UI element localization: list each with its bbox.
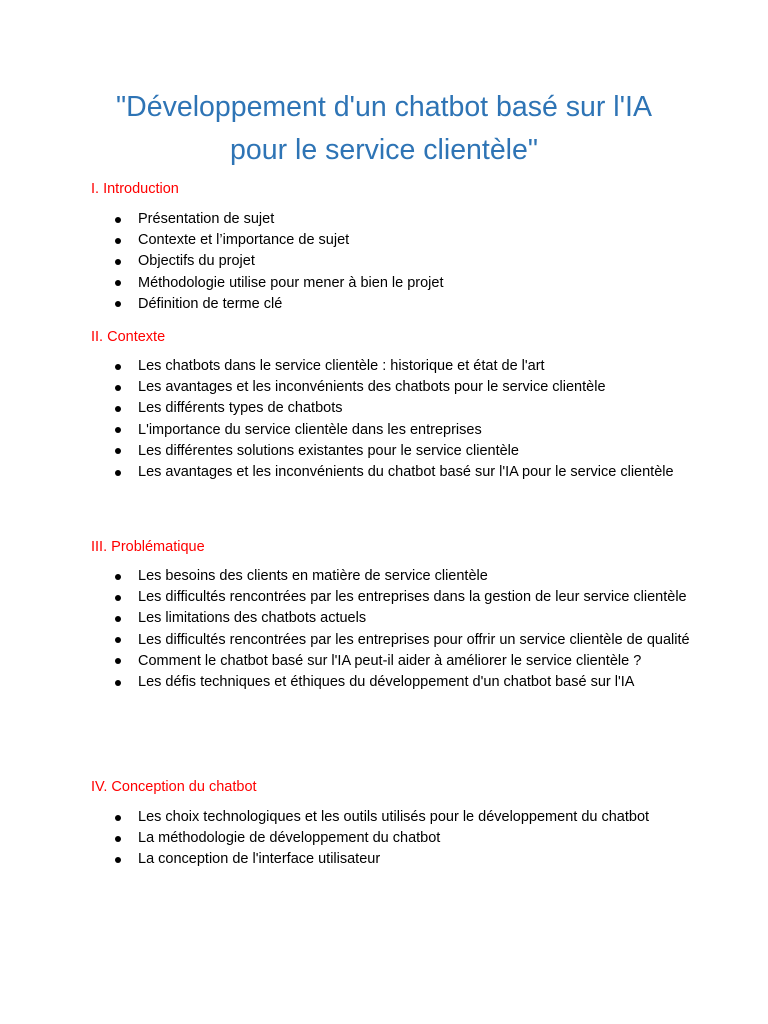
conception-list	[0, 807, 768, 871]
bullet-icon	[115, 595, 121, 601]
bullet-icon	[115, 238, 121, 244]
list-item: Les limitations des chatbots actuels	[0, 608, 768, 629]
bullet-icon	[115, 616, 121, 622]
list-item: Les chatbots dans le service clientèle : historique et état de l'art	[0, 356, 768, 377]
section-heading-contexte: II. Contexte	[91, 329, 166, 345]
list-item: Définition de terme clé	[0, 294, 768, 315]
list-item: La méthodologie de développement du chatbot	[0, 828, 768, 849]
bullet-icon	[115, 280, 121, 286]
bullet-icon	[115, 427, 121, 433]
title-line-2: pour le service clientèle"	[230, 134, 538, 166]
document-title	[40, 86, 728, 172]
list-item: La conception de l'interface utilisateur	[0, 849, 768, 870]
list-item: Les différentes solutions existantes pour le service clientèle	[0, 441, 768, 462]
title-line-1: "Développement d'un chatbot basé sur l'IA	[116, 91, 652, 123]
bullet-icon	[115, 364, 121, 370]
bullet-icon	[115, 385, 121, 391]
list-item: Les avantages et les inconvénients des chatbots pour le service clientèle	[0, 377, 768, 398]
bullet-icon	[115, 815, 121, 821]
introduction-list	[0, 209, 768, 315]
list-item: Méthodologie utilise pour mener à bien le projet	[0, 273, 768, 294]
bullet-icon	[115, 470, 121, 476]
bullet-icon	[115, 637, 121, 643]
bullet-icon	[115, 680, 121, 686]
list-item: Présentation de sujet	[0, 209, 768, 230]
list-item: Les besoins des clients en matière de service clientèle	[0, 566, 768, 587]
bullet-icon	[115, 574, 121, 580]
list-item: Les difficultés rencontrées par les entreprises pour offrir un service clientèle de qualité	[0, 630, 768, 651]
bullet-icon	[115, 836, 121, 842]
list-item: Contexte et l’importance de sujet	[0, 230, 768, 251]
bullet-icon	[115, 448, 121, 454]
bullet-icon	[115, 857, 121, 863]
contexte-list	[0, 356, 768, 483]
list-item: Les défis techniques et éthiques du développement d'un chatbot basé sur l'IA	[0, 672, 768, 693]
list-item: Les avantages et les inconvénients du chatbot basé sur l'IA pour le service clientèle	[0, 462, 768, 483]
problematique-list	[0, 566, 768, 693]
bullet-icon	[115, 406, 121, 412]
bullet-icon	[115, 301, 121, 307]
list-item: L'importance du service clientèle dans les entreprises	[0, 420, 768, 441]
bullet-icon	[115, 259, 121, 265]
section-heading-conception: IV. Conception du chatbot	[91, 779, 257, 795]
list-item: Objectifs du projet	[0, 251, 768, 272]
bullet-icon	[115, 658, 121, 664]
list-item: Les choix technologiques et les outils utilisés pour le développement du chatbot	[0, 807, 768, 828]
list-item: Comment le chatbot basé sur l'IA peut-il aider à améliorer le service clientèle ?	[0, 651, 768, 672]
section-heading-introduction: I. Introduction	[91, 181, 179, 197]
list-item: Les différents types de chatbots	[0, 398, 768, 419]
bullet-icon	[115, 217, 121, 223]
list-item: Les difficultés rencontrées par les entreprises dans la gestion de leur service clientèle	[0, 587, 768, 608]
section-heading-problematique: III. Problématique	[91, 539, 205, 555]
